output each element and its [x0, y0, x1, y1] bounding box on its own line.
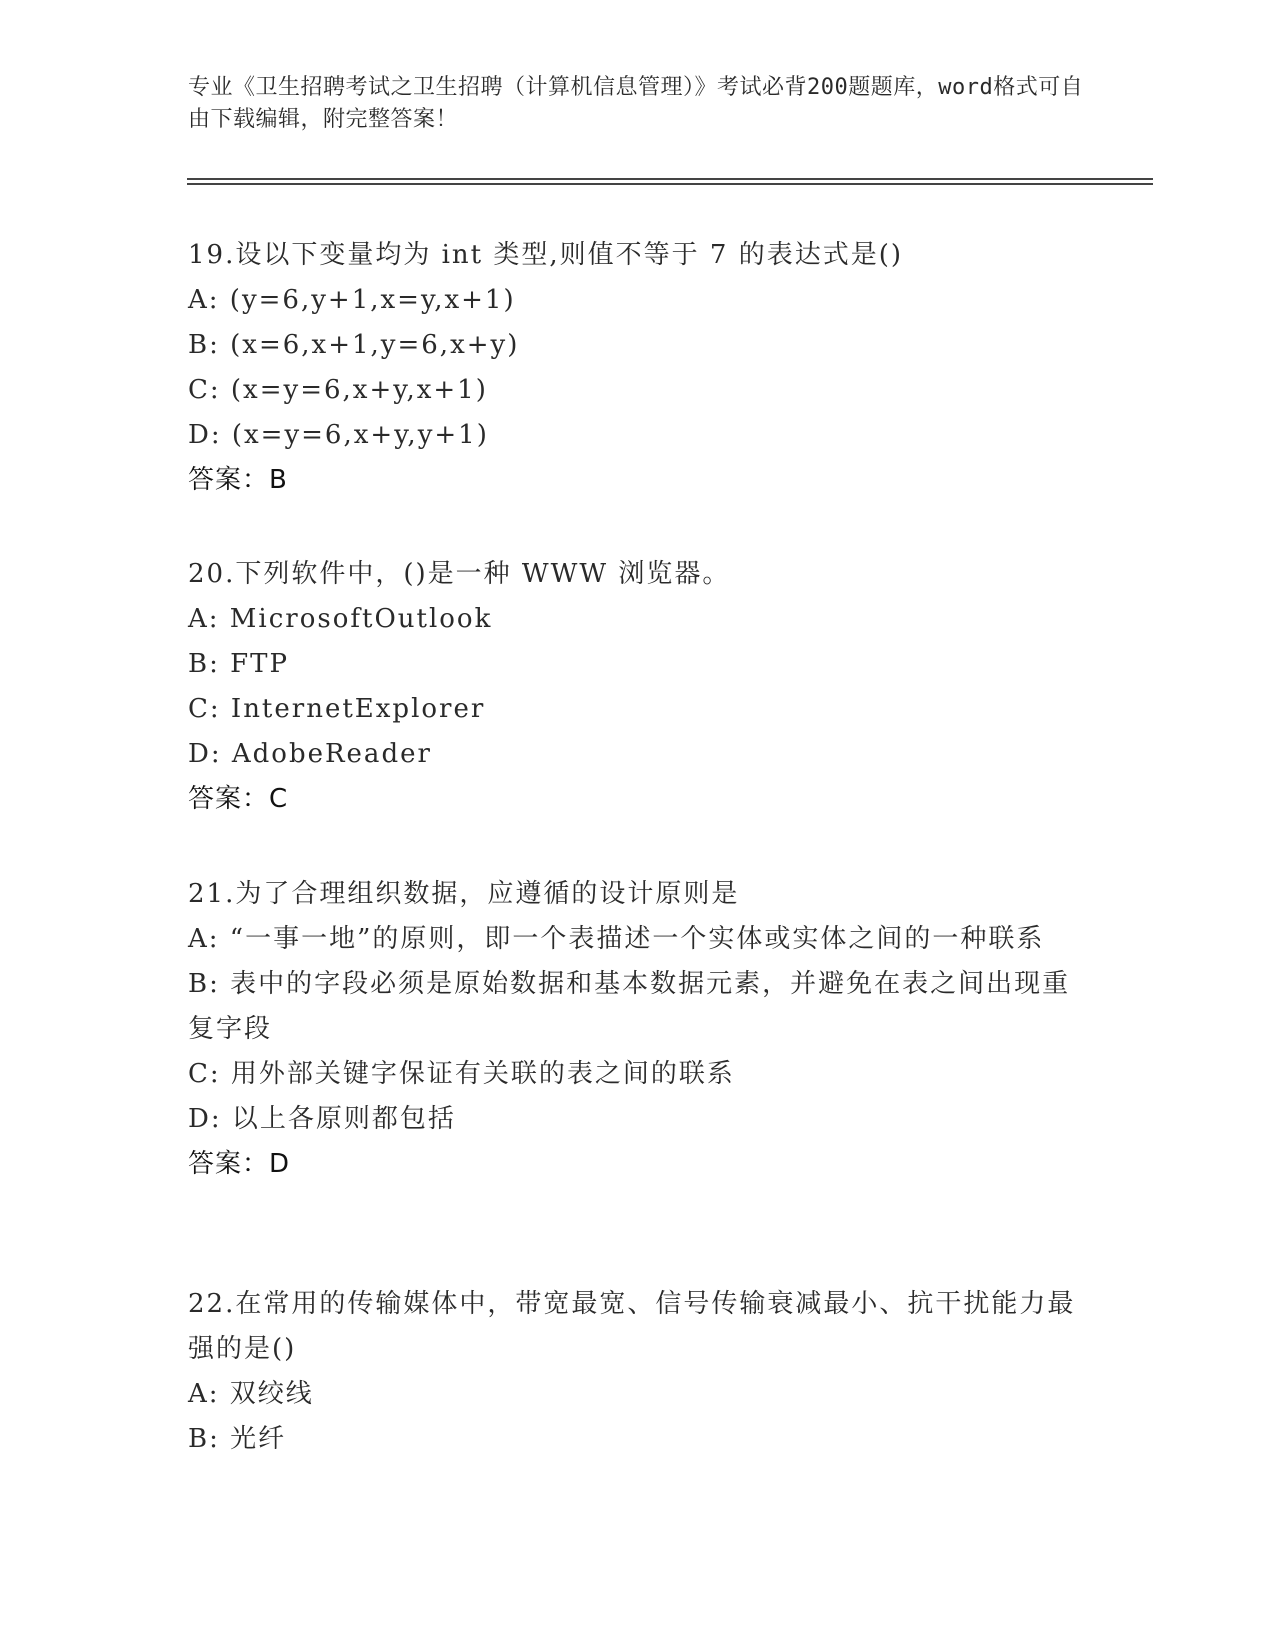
option-c: C: 用外部关键字保证有关联的表之间的联系: [188, 1059, 735, 1089]
option-b: B: (x=6,x+1,y=6,x+y): [188, 330, 520, 360]
header-divider-top: [187, 178, 1153, 180]
question-title: 20.下列软件中，()是一种 WWW 浏览器。: [188, 559, 731, 589]
answer: 答案：C: [188, 784, 289, 814]
document-header: 专业《卫生招聘考试之卫生招聘（计算机信息管理）》考试必背200题题库，word格式可自由下载编辑，附完整答案！: [188, 75, 1084, 132]
header-divider-bottom: [187, 183, 1153, 185]
question-20: [188, 552, 1088, 822]
option-a: A: 双绞线: [188, 1379, 314, 1409]
option-d: D: 以上各原则都包括: [188, 1104, 456, 1134]
option-c: C: (x=y=6,x+y,x+1): [188, 375, 488, 405]
answer: 答案：B: [188, 465, 288, 495]
question-title: 19.设以下变量均为 int 类型,则值不等于 7 的表达式是(): [188, 240, 904, 270]
option-a: A: MicrosoftOutlook: [188, 604, 493, 634]
question-21: [188, 872, 1088, 1187]
option-b: B: FTP: [188, 649, 290, 679]
option-a: A: (y=6,y+1,x=y,x+1): [188, 285, 516, 315]
option-b: B: 光纤: [188, 1424, 287, 1454]
question-19: [188, 233, 1088, 503]
question-22: [188, 1282, 1088, 1462]
option-d: D: (x=y=6,x+y,y+1): [188, 420, 489, 450]
option-d: D: AdobeReader: [188, 739, 432, 769]
option-b: B: 表中的字段必须是原始数据和基本数据元素，并避免在表之间出现重复字段: [188, 969, 1071, 1044]
answer: 答案：D: [188, 1149, 291, 1179]
question-title: 21.为了合理组织数据，应遵循的设计原则是: [188, 879, 740, 909]
option-a: A: “一事一地”的原则，即一个表描述一个实体或实体之间的一种联系: [188, 924, 1045, 954]
option-c: C: InternetExplorer: [188, 694, 486, 724]
question-title: 22.在常用的传输媒体中，带宽最宽、信号传输衰减最小、抗干扰能力最强的是(): [188, 1289, 1076, 1364]
